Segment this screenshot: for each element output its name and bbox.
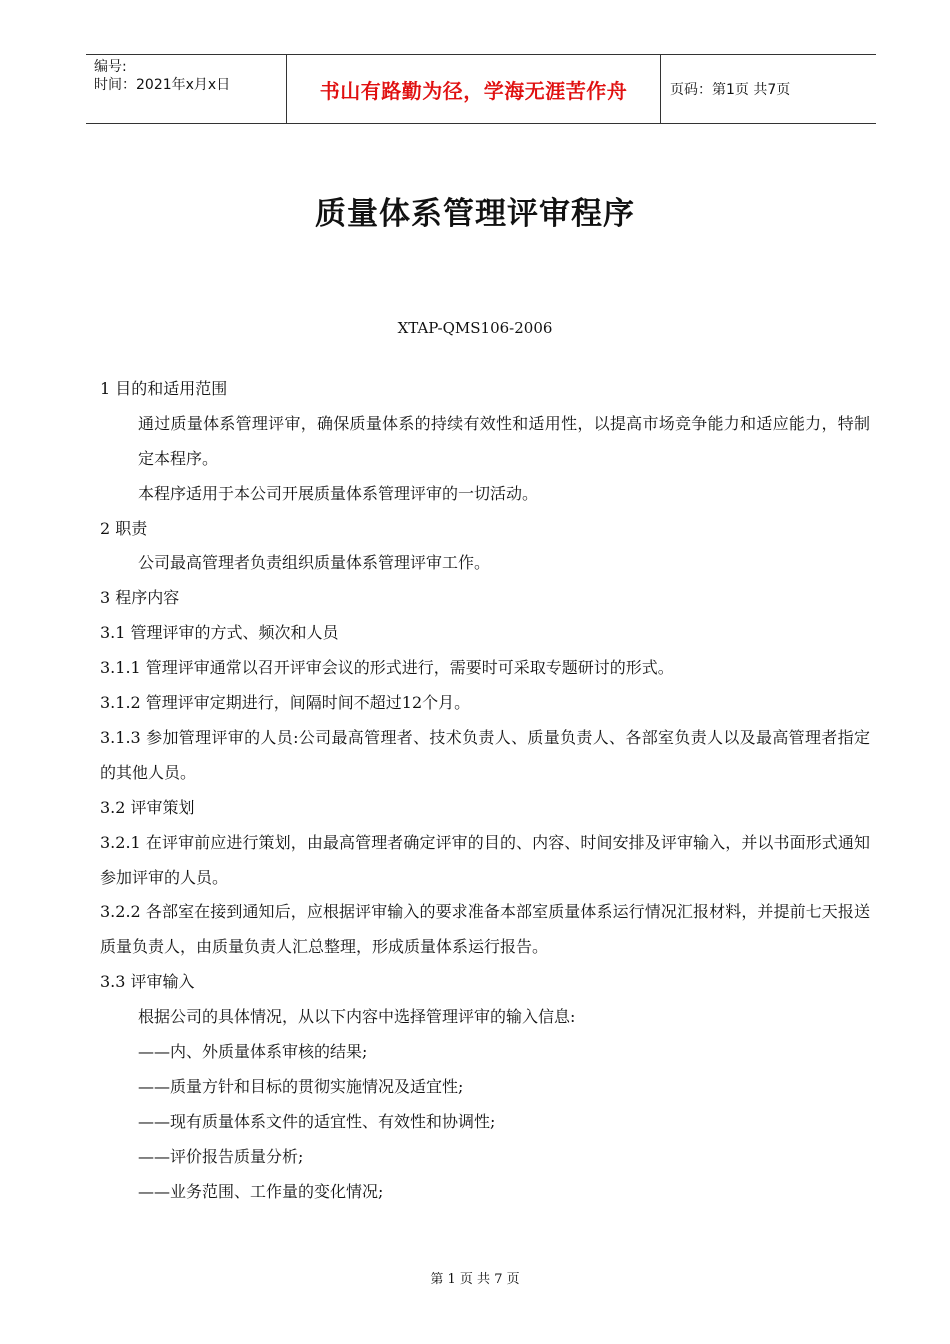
clause-3-1-1: 3.1.1 管理评审通常以召开评审会议的形式进行，需要时可采取专题研讨的形式。 [100, 658, 674, 678]
list-item: ——内、外质量体系审核的结果; [138, 1042, 368, 1062]
list-item: ——现有质量体系文件的适宜性、有效性和协调性; [138, 1111, 496, 1131]
clause-3-1-3: 3.1.3 参加管理评审的人员:公司最高管理者、技术负责人、质量负责人、各部室负责人以及最高管理者指定的其他人员。 [100, 727, 870, 782]
document-title: 质量体系管理评审程序 [315, 196, 635, 232]
page-footer: 第 1 页 共 7 页 [430, 1272, 520, 1287]
section-2-paragraph-1: 公司最高管理者负责组织质量体系管理评审工作。 [138, 553, 491, 573]
list-item: ——业务范围、工作量的变化情况; [138, 1181, 384, 1201]
section-3-3-heading: 3.3 评审输入 [100, 972, 195, 992]
document-number-label: 编号: [94, 59, 127, 75]
list-item: ——质量方针和目标的贯彻实施情况及适宜性; [138, 1076, 464, 1096]
document-code: XTAP-QMS106-2006 [397, 319, 553, 337]
header-meta-cell [86, 55, 287, 123]
section-1-paragraph-2: 本程序适用于本公司开展质量体系管理评审的一切活动。 [138, 483, 539, 503]
document-body [100, 372, 870, 1210]
section-2-heading: 2 职责 [100, 518, 148, 538]
section-1-paragraph-1: 通过质量体系管理评审，确保质量体系的持续有效性和适用性，以提高市场竞争能力和适应能力，特制定本程序。 [138, 413, 870, 468]
list-item: ——评价报告质量分析; [138, 1146, 304, 1166]
section-3-3-intro: 根据公司的具体情况，从以下内容中选择管理评审的输入信息: [138, 1007, 576, 1027]
clause-3-2-2: 3.2.2 各部室在接到通知后，应根据评审输入的要求准备本部室质量体系运行情况汇报材料，并提前七天报送质量负责人，由质量负责人汇总整理，形成质量体系运行报告。 [100, 902, 870, 957]
document-header [86, 54, 876, 124]
header-motto: 书山有路勤为径，学海无涯苦作舟 [287, 55, 661, 123]
section-3-2-heading: 3.2 评审策划 [100, 797, 195, 817]
clause-3-1-2: 3.1.2 管理评审定期进行，间隔时间不超过12个月。 [100, 693, 471, 713]
document-date: 时间：2021年x月x日 [94, 77, 231, 93]
header-page-info: 页码：第1页 共7页 [670, 82, 791, 98]
section-3-1-heading: 3.1 管理评审的方式、频次和人员 [100, 623, 339, 643]
section-3-heading: 3 程序内容 [100, 588, 180, 608]
clause-3-2-1: 3.2.1 在评审前应进行策划，由最高管理者确定评审的目的、内容、时间安排及评审输入，并以书面形式通知参加评审的人员。 [100, 832, 870, 887]
section-1-heading: 1 目的和适用范围 [100, 379, 228, 398]
